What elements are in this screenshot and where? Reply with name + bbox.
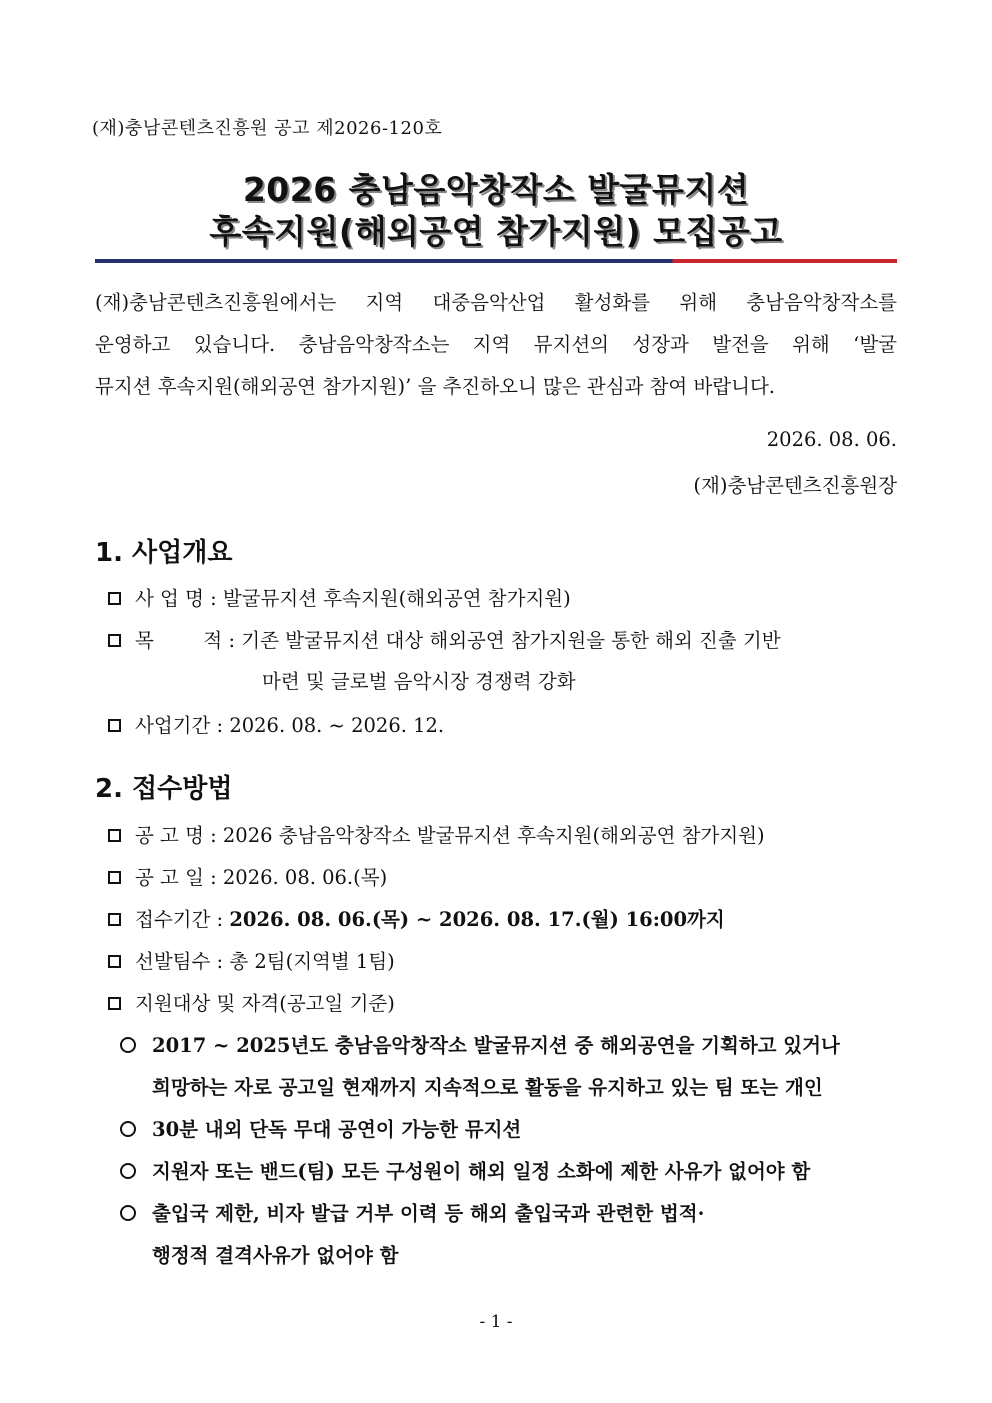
intro-paragraph — [95, 282, 897, 408]
circle-bullet-icon — [120, 1121, 136, 1137]
circle-bullet-icon — [120, 1205, 136, 1221]
criteria-item — [120, 1030, 840, 1058]
circle-bullet-icon — [120, 1163, 136, 1179]
receipt-period-row — [108, 904, 725, 932]
notice-number: (재)충남콘텐츠진흥원 공고 제2026-120호 — [92, 118, 443, 139]
row-label: 접수기간 : — [135, 908, 224, 931]
checkbox-bullet-icon — [108, 829, 121, 842]
eligibility-row — [108, 988, 395, 1016]
criteria-text: 출입국 제한, 비자 발급 거부 이력 등 해외 출입국과 관련한 법적· — [152, 1202, 705, 1225]
checkbox-bullet-icon — [108, 719, 121, 732]
row-value: 발굴뮤지션 후속지원(해외공연 참가지원) — [222, 587, 571, 610]
intro-line: 운영하고 있습니다. 충남음악창작소는 지역 뮤지션의 성장과 발전을 위해 ‘발굴 — [95, 333, 897, 356]
row-label: 공 고 일 : — [135, 866, 217, 889]
criteria-text: 30분 내외 단독 무대 공연이 가능한 뮤지션 — [152, 1118, 522, 1141]
checkbox-bullet-icon — [108, 955, 121, 968]
row-label: 공 고 명 : — [135, 824, 217, 847]
criteria-text: 지원자 또는 밴드(팀) 모든 구성원이 해외 일정 소화에 제한 사유가 없어야 함 — [152, 1160, 811, 1183]
document-title-line1: 2026 충남음악창작소 발굴뮤지션 — [242, 170, 750, 209]
checkbox-bullet-icon — [108, 913, 121, 926]
circle-bullet-icon — [120, 1037, 136, 1053]
row-value: 2026. 08. 06.(목) ~ 2026. 08. 17.(월) 16:00까지 — [229, 908, 725, 931]
row-label: 목 적 : — [135, 629, 236, 652]
checkbox-bullet-icon — [108, 592, 121, 605]
document-title-line2: 후속지원(해외공연 참가지원) 모집공고 — [209, 212, 783, 251]
overview-purpose-row — [108, 625, 781, 653]
row-value: 2026. 08. 06.(목) — [222, 866, 388, 889]
criteria-text: 2017 ~ 2025년도 충남음악창작소 발굴뮤지션 중 해외공연을 기획하고 있거나 — [152, 1034, 840, 1057]
page-number: - 1 - — [479, 1312, 513, 1332]
checkbox-bullet-icon — [108, 997, 121, 1010]
overview-name-row — [108, 583, 571, 611]
notice-date-row — [108, 862, 387, 890]
section-heading-overview: 1. 사업개요 — [95, 538, 233, 568]
checkbox-bullet-icon — [108, 634, 121, 647]
row-label: 사 업 명 : — [135, 587, 217, 610]
announcement-date: 2026. 08. 06. — [766, 428, 897, 451]
row-value: 총 2팀(지역별 1팀) — [229, 950, 395, 973]
row-label: 사업기간 : — [135, 714, 224, 737]
overview-purpose-continued: 마련 및 글로벌 음악시장 경쟁력 강화 — [262, 670, 576, 693]
section-heading-application: 2. 접수방법 — [95, 774, 233, 804]
row-label: 지원대상 및 자격(공고일 기준) — [135, 992, 395, 1015]
row-value: 기존 발굴뮤지션 대상 해외공연 참가지원을 통한 해외 진출 기반 — [241, 629, 781, 652]
criteria-text-continued: 행정적 결격사유가 없어야 함 — [152, 1244, 399, 1267]
title-divider — [95, 259, 897, 263]
row-value: 2026. 08. ~ 2026. 12. — [229, 714, 445, 737]
criteria-item — [120, 1114, 521, 1142]
notice-name-row — [108, 820, 765, 848]
overview-period-row — [108, 710, 444, 738]
checkbox-bullet-icon — [108, 871, 121, 884]
criteria-item — [120, 1198, 704, 1226]
team-count-row — [108, 946, 395, 974]
intro-line: 뮤지션 후속지원(해외공연 참가지원)’ 을 추진하오니 많은 관심과 참여 바랍니다. — [95, 375, 775, 398]
intro-line: (재)충남콘텐츠진흥원에서는 지역 대중음악산업 활성화를 위해 충남음악창작소를 — [95, 291, 897, 314]
criteria-item — [120, 1156, 810, 1184]
row-value: 2026 충남음악창작소 발굴뮤지션 후속지원(해외공연 참가지원) — [222, 824, 765, 847]
criteria-text-continued: 희망하는 자로 공고일 현재까지 지속적으로 활동을 유지하고 있는 팀 또는 개인 — [152, 1076, 823, 1099]
row-label: 선발팀수 : — [135, 950, 224, 973]
issuer-name: (재)충남콘텐츠진흥원장 — [693, 474, 897, 497]
